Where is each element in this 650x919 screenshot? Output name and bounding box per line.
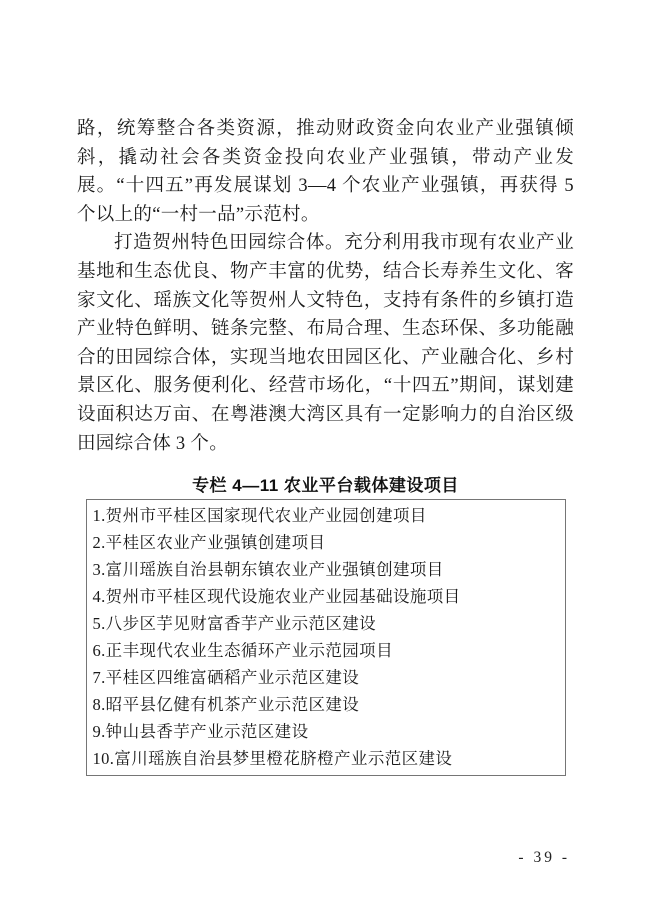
list-item: 5.八步区芋见财富香芋产业示范区建设 — [92, 614, 377, 634]
body-paragraph-2: 打造贺州特色田园综合体。充分利用我市现有农业产业基地和生态优良、物产丰富的优势，结合长寿养生文化、客家文化、瑶族文化等贺州人文特色，支持有条件的乡镇打造产业特色鲜明、链条完整、布局合理、生态环保、多功能融合的田园综合体，实现当地农田园区化、产业融合化、乡村景区化、服务便利化、经营市场化，“十四五”期间，谋划建设面积达万亩、在粤港澳大湾区具有一定影响力的自治区级田园综合体 3 个。 — [77, 233, 574, 454]
page-number: - 39 - — [518, 849, 570, 866]
list-item: 1.贺州市平桂区国家现代农业产业园创建项目 — [92, 506, 427, 526]
list-item: 4.贺州市平桂区现代设施农业产业园基础设施项目 — [92, 587, 461, 607]
panel-title: 专栏 4—11 农业平台载体建设项目 — [192, 476, 459, 496]
list-item: 7.平桂区四维富硒稻产业示范区建设 — [92, 668, 360, 688]
list-item: 3.富川瑶族自治县朝东镇农业产业强镇创建项目 — [92, 560, 444, 580]
body-paragraph-1: 路，统筹整合各类资源，推动财政资金向农业产业强镇倾斜，撬动社会各类资金投向农业产业强镇，带动产业发展。“十四五”再发展谋划 3—4 个农业产业强镇，再获得 5 个以上的“一村一品”示范村。 — [77, 119, 574, 225]
list-item: 10.富川瑶族自治县梦里橙花脐橙产业示范区建设 — [92, 749, 453, 769]
list-item: 8.昭平县亿健有机茶产业示范区建设 — [92, 695, 360, 715]
list-item: 9.钟山县香芋产业示范区建设 — [92, 722, 309, 742]
list-item: 2.平桂区农业产业强镇创建项目 — [92, 533, 326, 553]
page-content — [77, 0, 574, 919]
project-list-panel — [86, 499, 566, 776]
list-item: 6.正丰现代农业生态循环产业示范园项目 — [92, 641, 393, 661]
